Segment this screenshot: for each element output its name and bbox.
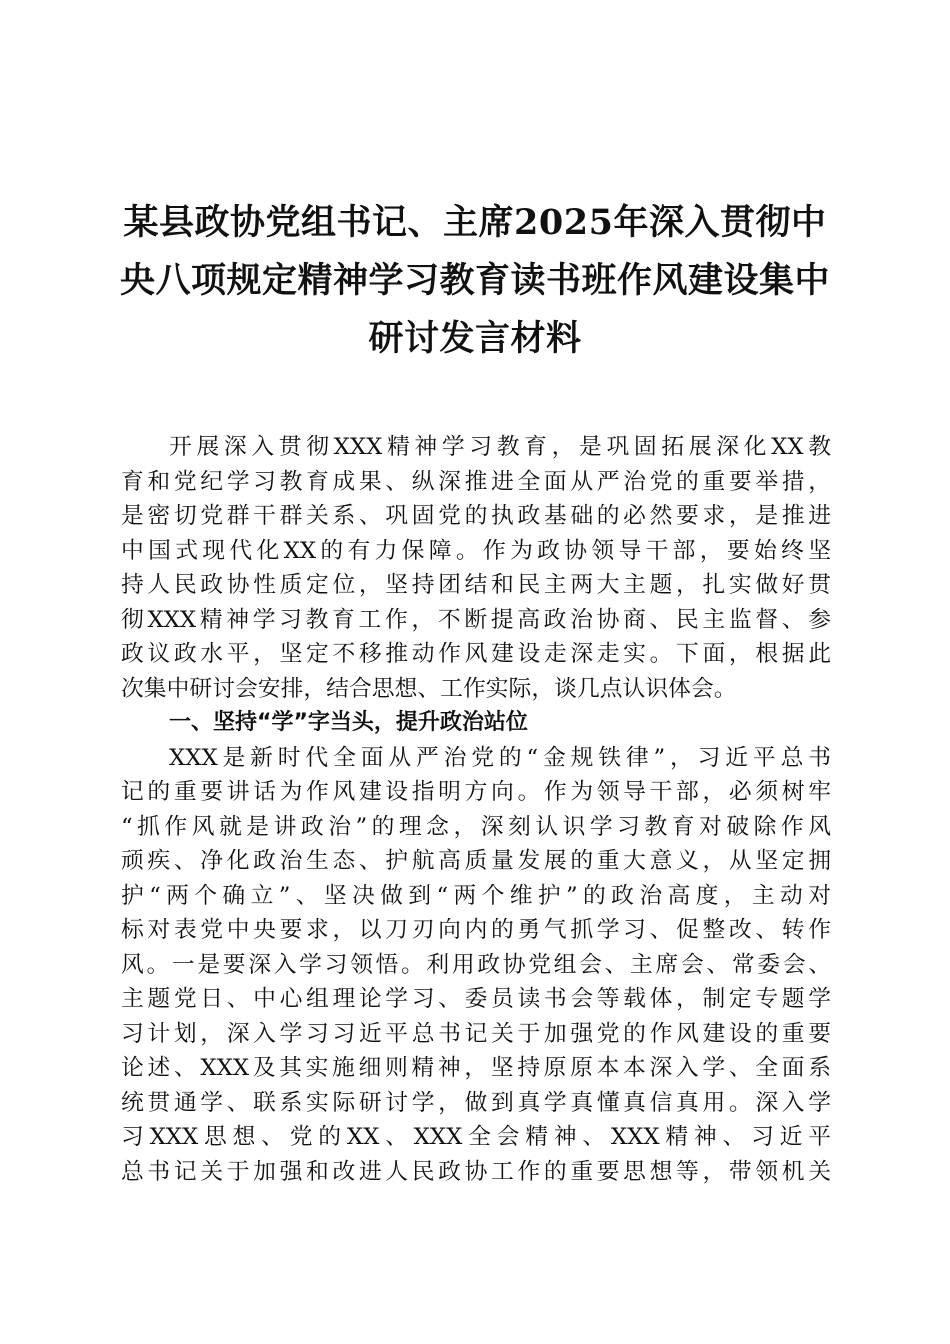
paragraph-line: 护“两个确立”、坚决做到“两个维护”的政治高度，主动对 — [121, 882, 831, 909]
document-body — [121, 430, 831, 1189]
paragraph-line: 标对表党中央要求，以刀刃向内的勇气抓学习、促整改、转作 — [121, 917, 831, 943]
paragraph-line: 统贯通学、联系实际研讨学，做到真学真懂真信真用。深入学 — [121, 1089, 831, 1116]
paragraph-line: 记的重要讲话为作风建设指明方向。作为领导干部，必须树牢 — [121, 779, 831, 805]
paragraph-line: 习计划，深入学习习近平总书记关于加强党的作风建设的重要 — [121, 1020, 831, 1047]
paragraph-line: 习XXX思想、党的XX、XXX全会精神、XXX精神、习近平 — [121, 1124, 831, 1150]
paragraph-line: XXX是新时代全面从严治党的“金规铁律”，习近平总书 — [169, 744, 831, 771]
paragraph-line: 中国式现代化XX的有力保障。作为政协领导干部，要始终坚 — [121, 537, 831, 564]
document-title — [110, 194, 840, 368]
paragraph-line: “抓作风就是讲政治”的理念，深刻认识学习教育对破除作风 — [121, 813, 831, 840]
title-line: 某县政协党组书记、主席2025年深入贯彻中 — [123, 202, 827, 243]
paragraph-line: 彻XXX精神学习教育工作，不断提高政治协商、民主监督、参 — [121, 606, 831, 633]
paragraph-line: 顽疾、净化政治生态、护航高质量发展的重大意义，从坚定拥 — [121, 848, 831, 874]
paragraph-line: 是密切党群干群关系、巩固党的执政基础的必然要求，是推进 — [121, 503, 831, 529]
title-line: 央八项规定精神学习教育读书班作风建设集中 — [119, 260, 830, 301]
section-heading: 一、坚持“学”字当头，提升政治站位 — [169, 710, 528, 735]
paragraph-line: 次集中研讨会安排，结合思想、工作实际，谈几点认识体会。 — [121, 675, 737, 702]
paragraph-line: 持人民政协性质定位，坚持团结和民主两大主题，扎实做好贯 — [121, 572, 831, 598]
paragraph-line: 育和党纪学习教育成果、纵深推进全面从严治党的重要举措， — [121, 468, 831, 495]
section-paragraph — [121, 741, 831, 1190]
paragraph-line: 主题党日、中心组理论学习、委员读书会等载体，制定专题学 — [121, 986, 831, 1012]
paragraph-line: 总书记关于加强和改进人民政协工作的重要思想等，带领机关 — [121, 1158, 831, 1185]
paragraph-line: 开展深入贯彻XXX精神学习教育，是巩固拓展深化XX教 — [169, 434, 831, 460]
title-line: 研讨发言材料 — [368, 318, 582, 359]
intro-paragraph — [121, 430, 831, 706]
paragraph-line: 论述、XXX及其实施细则精神，坚持原原本本深入学、全面系 — [121, 1055, 831, 1081]
paragraph-line: 风。一是要深入学习领悟。利用政协党组会、主席会、常委会、 — [121, 951, 831, 978]
paragraph-line: 政议政水平，坚定不移推动作风建设走深走实。下面，根据此 — [121, 641, 831, 667]
